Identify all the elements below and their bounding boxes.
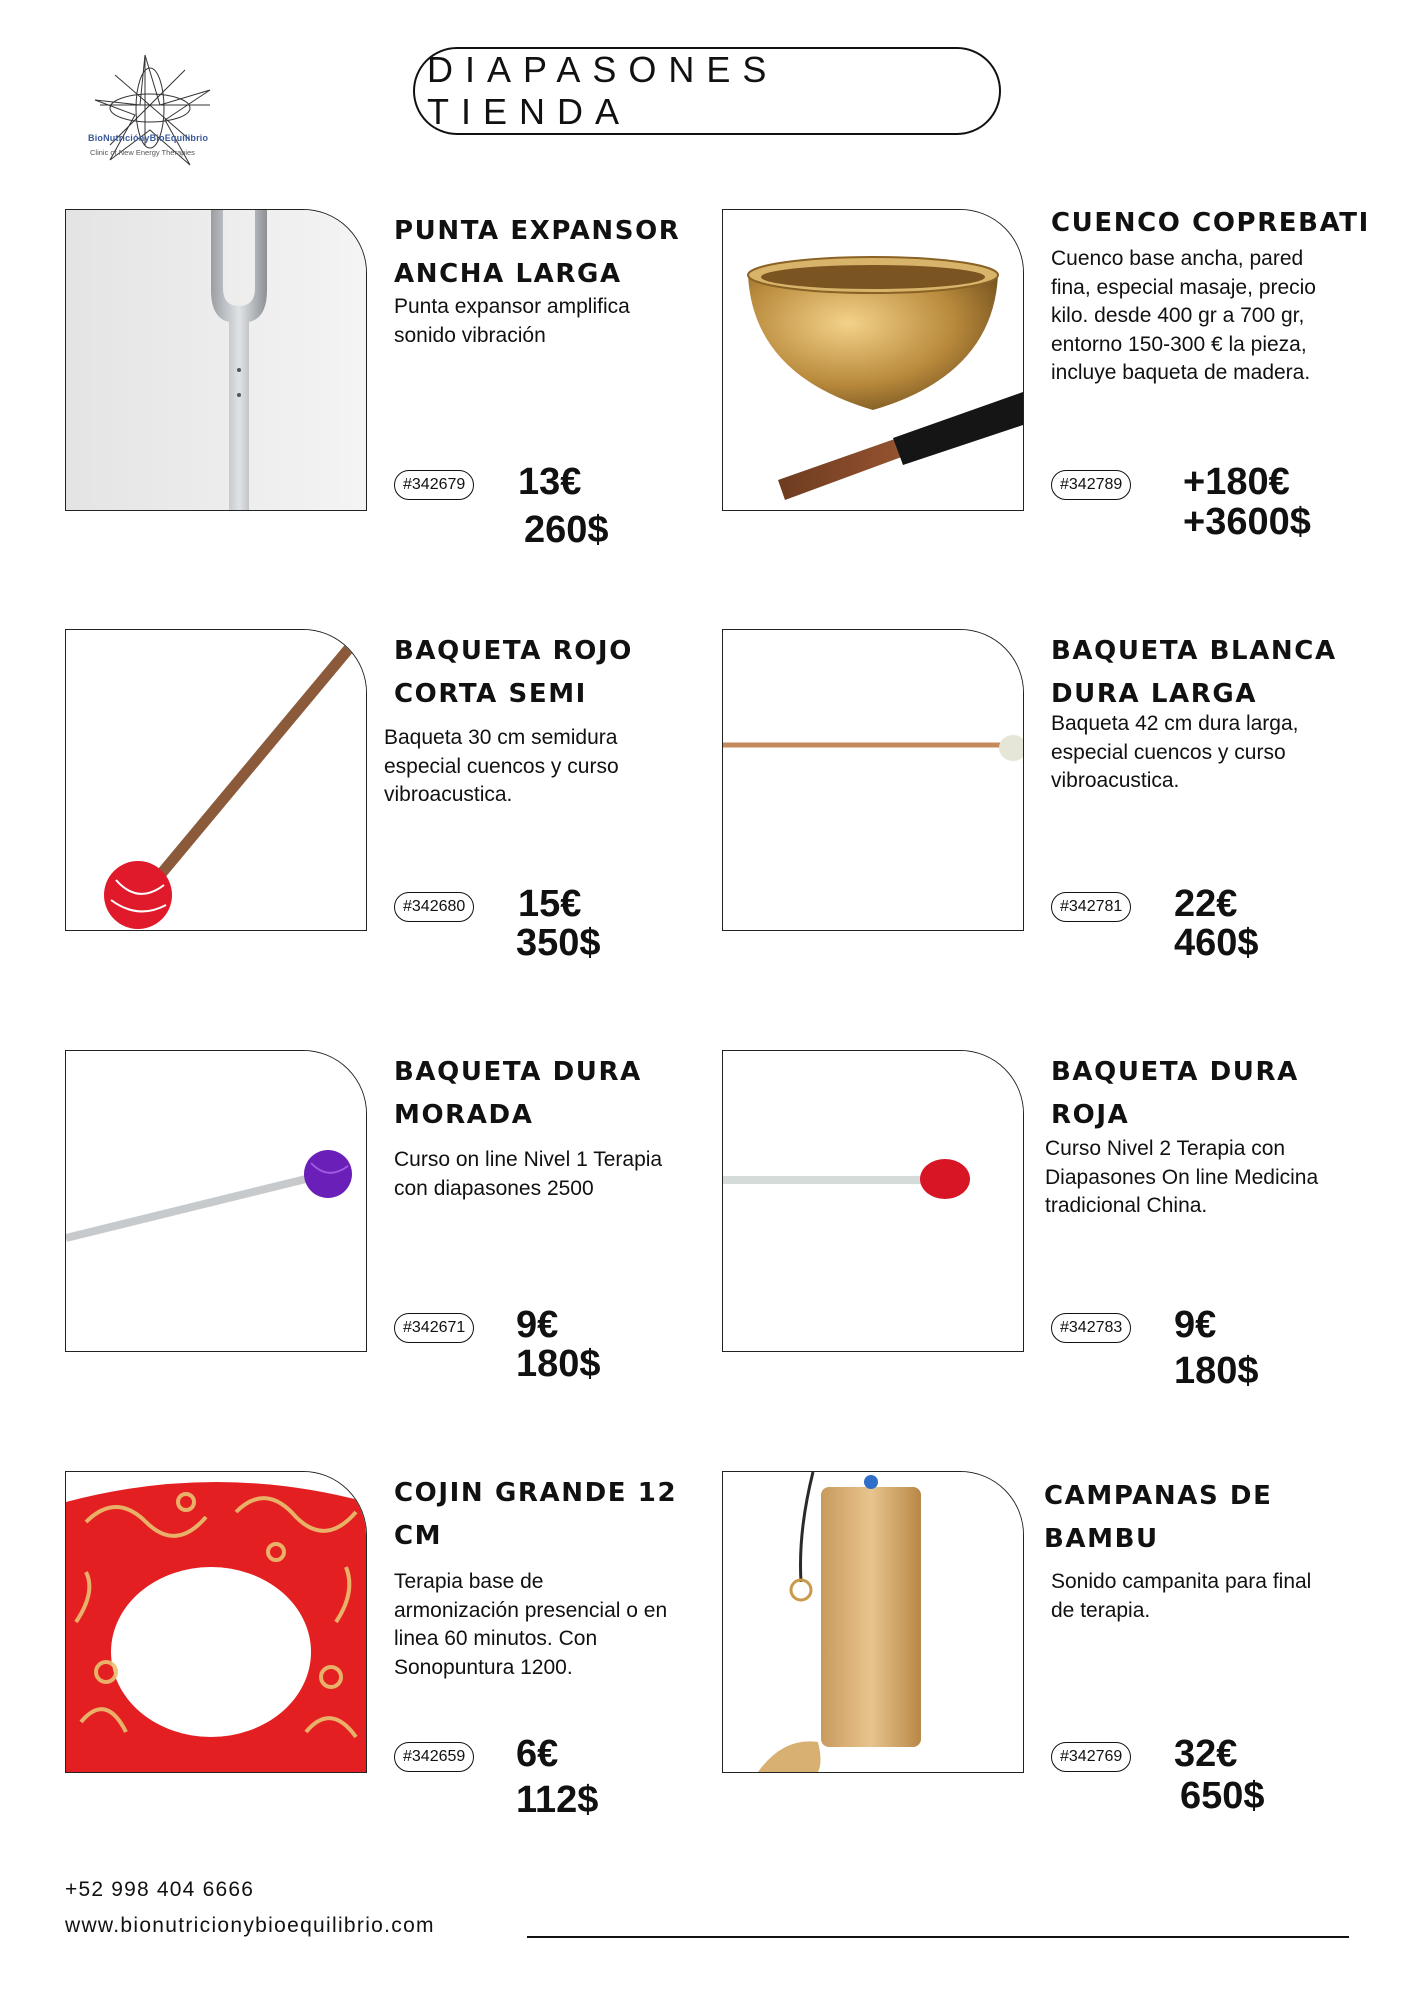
singing-bowl-icon xyxy=(723,210,1023,510)
product-image-cushion xyxy=(65,1471,367,1773)
product-description: Cuenco base ancha, pared fina, especial masaje, precio kilo. desde 400 gr a 700 gr, entorno 150-300 € la pieza, incluye baqueta de madera. xyxy=(1051,247,1316,384)
bamboo-chime-icon xyxy=(723,1472,1023,1772)
product-title: BAQUETA DURA MORADA xyxy=(394,1057,642,1130)
price-eur: 22€ xyxy=(1174,883,1238,925)
product-title: CUENCO COPREBATI xyxy=(1051,208,1370,238)
product-sku: #342659 xyxy=(394,1742,474,1772)
product-title: BAQUETA ROJO CORTA SEMI xyxy=(394,636,633,709)
product-title: CAMPANAS DE BAMBU xyxy=(1044,1481,1273,1554)
price-usd: 112$ xyxy=(516,1779,599,1821)
product-image-red-mallet xyxy=(65,629,367,931)
product-description: Baqueta 30 cm semidura especial cuencos y curso vibroacustica. xyxy=(384,726,619,806)
product-sku: #342781 xyxy=(1051,892,1131,922)
price-usd: 650$ xyxy=(1180,1775,1265,1817)
product-sku: #342680 xyxy=(394,892,474,922)
product-description: Sonido campanita para final de terapia. xyxy=(1051,1570,1312,1622)
product-sku: #342769 xyxy=(1051,1742,1131,1772)
price-usd: 460$ xyxy=(1174,922,1259,964)
product-title: COJIN GRANDE 12 CM xyxy=(394,1478,678,1551)
price-eur: +180€ xyxy=(1183,461,1290,503)
tuning-fork-icon xyxy=(66,210,366,510)
product-title: PUNTA EXPANSOR ANCHA LARGA xyxy=(394,216,681,289)
footer-divider xyxy=(527,1936,1349,1938)
logo-name: BioNutriciónyBioEquilibrio xyxy=(88,133,209,143)
price-eur: 9€ xyxy=(516,1304,559,1346)
price-eur: 13€ xyxy=(518,461,582,503)
product-sku: #342783 xyxy=(1051,1313,1131,1343)
price-usd: 260$ xyxy=(524,509,609,551)
logo-tagline: Clinic of New Energy Therapies xyxy=(90,148,195,157)
product-image-white-mallet xyxy=(722,629,1024,931)
product-title: BAQUETA DURA ROJA xyxy=(1051,1057,1299,1130)
price-usd: 350$ xyxy=(516,922,601,964)
product-image-singing-bowl xyxy=(722,209,1024,511)
product-sku: #342789 xyxy=(1051,470,1131,500)
product-description: Curso Nivel 2 Terapia con Diapasones On line Medicina tradicional China. xyxy=(1045,1137,1319,1217)
product-description: Terapia base de armonización presencial o en linea 60 minutos. Con Sonopuntura 1200. xyxy=(394,1570,668,1679)
footer-phone[interactable]: +52 998 404 6666 xyxy=(65,1878,255,1901)
product-image-tuning-fork xyxy=(65,209,367,511)
price-usd: 180$ xyxy=(1174,1350,1259,1392)
price-usd: +3600$ xyxy=(1183,501,1311,543)
price-eur: 32€ xyxy=(1174,1733,1238,1775)
product-title: BAQUETA BLANCA DURA LARGA xyxy=(1051,636,1337,709)
price-eur: 6€ xyxy=(516,1733,559,1775)
product-sku: #342671 xyxy=(394,1313,474,1343)
purple-mallet-icon xyxy=(66,1051,366,1351)
product-sku: #342679 xyxy=(394,470,474,500)
cushion-icon xyxy=(66,1472,366,1772)
product-image-red-hard-mallet xyxy=(722,1050,1024,1352)
product-description: Punta expansor amplifica sonido vibración xyxy=(394,295,630,347)
product-image-purple-mallet xyxy=(65,1050,367,1352)
page-title: DIAPASONES TIENDA xyxy=(427,49,779,132)
price-usd: 180$ xyxy=(516,1343,601,1385)
product-description: Curso on line Nivel 1 Terapia con diapasones 2500 xyxy=(394,1148,663,1200)
footer-website-link[interactable]: www.bionutricionybioequilibrio.com xyxy=(65,1914,435,1937)
price-eur: 9€ xyxy=(1174,1304,1217,1346)
product-description: Baqueta 42 cm dura larga, especial cuencos y curso vibroacustica. xyxy=(1051,712,1299,792)
red-mallet-icon xyxy=(66,630,366,930)
product-image-bamboo-chime xyxy=(722,1471,1024,1773)
red-hard-mallet-icon xyxy=(723,1051,1023,1351)
price-eur: 15€ xyxy=(518,883,582,925)
page-title-pill xyxy=(413,47,1001,135)
white-mallet-icon xyxy=(723,630,1023,930)
